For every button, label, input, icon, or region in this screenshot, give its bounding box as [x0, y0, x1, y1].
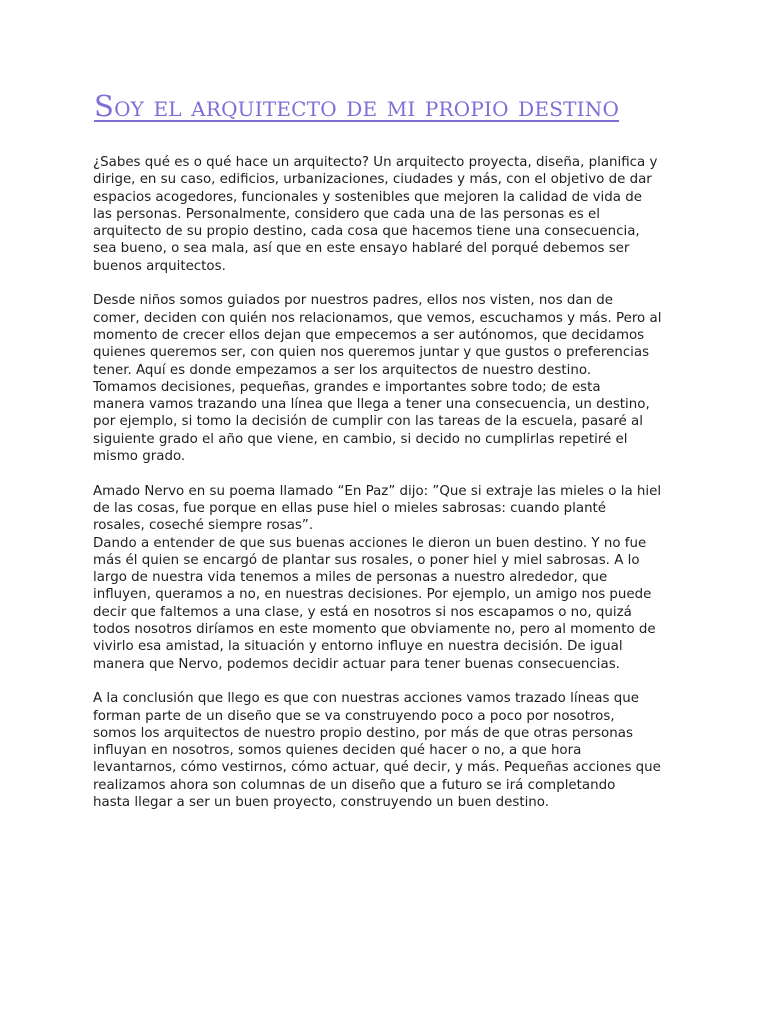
text-line: momento de crecer ellos dejan que empecemos a ser autónomos, que decidamos	[93, 327, 645, 343]
text-line: somos los arquitectos de nuestro propio destino, por más de que otras personas	[93, 725, 633, 741]
text-line: decir que faltemos a una clase, y está en nosotros si nos escapamos o no, quizá	[93, 604, 632, 620]
text-line: mismo grado.	[93, 449, 186, 465]
text-line: arquitecto de su propio destino, cada cosa que hacemos tiene una consecuencia,	[93, 224, 640, 240]
text-line: Amado Nervo en su poema llamado “En Paz” dijo: ”Que si extraje las mieles o la hiel	[93, 483, 662, 499]
text-line: siguiente grado el año que viene, en cambio, si decido no cumplirlas repetiré el	[93, 431, 628, 447]
text-line: vivirlo esa amistad, la situación y entorno influye en nuestra decisión. De igual	[93, 639, 623, 655]
text-line: realizamos ahora son columnas de un diseño que a futuro se irá completando	[93, 777, 616, 793]
text-line: espacios acogedores, funcionales y sostenibles que mejoren la calidad de vida de	[93, 189, 642, 205]
text-line: hasta llegar a ser un buen proyecto, construyendo un buen destino.	[93, 794, 549, 810]
text-line: buenos arquitectos.	[93, 258, 226, 274]
text-line: sea bueno, o sea mala, así que en este ensayo hablaré del porqué debemos ser	[93, 241, 630, 257]
text-line: de las cosas, fue porque en ellas puse hiel o mieles sabrosas: cuando planté	[93, 500, 607, 516]
text-line: quienes queremos ser, con quien nos queremos juntar y que gustos o preferencias	[93, 345, 650, 361]
text-line: las personas. Personalmente, considero que cada una de las personas es el	[93, 206, 600, 222]
document-title: Soy el arquitecto de mi propio destino	[94, 89, 620, 123]
paragraph-conclusion	[93, 690, 683, 811]
text-line: rosales, coseché siempre rosas”.	[93, 518, 314, 534]
text-line: todos nosotros diríamos en este momento que obviamente no, pero al momento de	[93, 622, 656, 638]
paragraph-interpretation	[93, 535, 683, 673]
paragraph-intro	[93, 154, 683, 275]
document-body	[93, 154, 683, 829]
text-line: tener. Aquí es donde empezamos a ser los arquitectos de nuestro destino.	[93, 362, 592, 378]
text-line: Tomamos decisiones, pequeñas, grandes e importantes sobre todo; de esta	[93, 379, 601, 395]
text-line: forman parte de un diseño que se va construyendo poco a poco por nosotros,	[93, 708, 615, 724]
text-line: manera que Nervo, podemos decidir actuar para tener buenas consecuencias.	[93, 656, 620, 672]
text-line: ¿Sabes qué es o qué hace un arquitecto? Un arquitecto proyecta, diseña, planifica y	[93, 155, 658, 170]
paragraph-quote	[93, 483, 683, 535]
paragraph-childhood	[93, 292, 683, 465]
text-line: por ejemplo, si tomo la decisión de cumplir con las tareas de la escuela, pasaré al	[93, 414, 643, 430]
text-line: Dando a entender de que sus buenas acciones le dieron un buen destino. Y no fue	[93, 535, 647, 551]
text-line: largo de nuestra vida tenemos a miles de personas a nuestro alrededor, que	[93, 570, 608, 586]
text-line: Desde niños somos guiados por nuestros padres, ellos nos visten, nos dan de	[93, 293, 614, 309]
text-line: manera vamos trazando una línea que llega a tener una consecuencia, un destino,	[93, 397, 650, 413]
text-line: comer, deciden con quién nos relacionamos, que vemos, escuchamos y más. Pero al	[93, 310, 662, 326]
text-line: influyen, queramos a no, en nuestras decisiones. Por ejemplo, un amigo nos puede	[93, 587, 652, 603]
text-line: levantarnos, cómo vestirnos, cómo actuar, qué decir, y más. Pequeñas acciones que	[93, 760, 661, 776]
text-line: A la conclusión que llego es que con nuestras acciones vamos trazado líneas que	[93, 691, 639, 707]
text-line: dirige, en su caso, edificios, urbanizaciones, ciudades y más, con el objetivo de dar	[93, 172, 652, 188]
text-line: más él quien se encargó de plantar sus rosales, o poner hiel y miel sabrosas. A lo	[93, 552, 640, 568]
text-line: influyan en nosotros, somos quienes deciden qué hacer o no, a que hora	[93, 743, 582, 759]
